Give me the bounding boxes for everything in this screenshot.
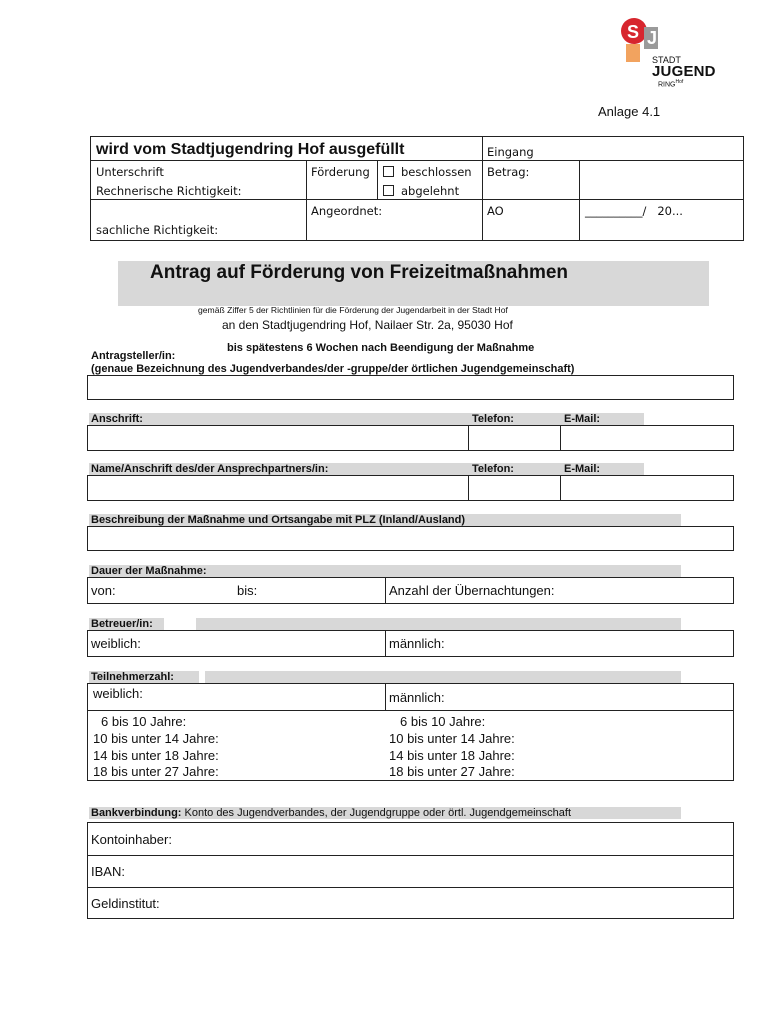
svg-text:S: S <box>627 22 640 42</box>
form-subtitle-guideline: gemäß Ziffer 5 der Richtlinien für die Förderung der Jugendarbeit in der Stadt Hof <box>198 305 508 315</box>
bank-note: Konto des Jugendverbandes, der Jugendgruppe oder örtl. Jugendgemeinschaft <box>184 807 572 819</box>
age-group-female: 6 bis 10 Jahre: <box>101 714 187 729</box>
date-field: __________/ 20... <box>585 204 683 218</box>
anschrift-field[interactable] <box>88 426 468 450</box>
teilnehmer-weiblich-label: weiblich: <box>93 686 143 701</box>
foerderung-label: Förderung <box>311 165 370 179</box>
geldinstitut-label: Geldinstitut: <box>91 896 160 911</box>
dauer-label: Dauer der Maßnahme: <box>91 565 207 577</box>
svg-text:J: J <box>647 28 658 48</box>
antragsteller-field[interactable] <box>87 375 734 400</box>
ansprechpartner-label: Name/Anschrift des/der Ansprechpartners/in: <box>91 463 329 475</box>
bis-label: bis: <box>237 583 258 598</box>
ansprechpartner-telefon-label: Telefon: <box>472 463 514 475</box>
abgelehnt-checkbox[interactable] <box>383 185 394 196</box>
anschrift-shade <box>89 413 644 425</box>
betreuer-label: Betreuer/in: <box>91 618 153 630</box>
age-group-male: 6 bis 10 Jahre: <box>400 714 486 729</box>
bank-heading <box>91 807 571 819</box>
bank-box <box>87 822 734 919</box>
abgelehnt-option[interactable]: abgelehnt <box>383 184 459 198</box>
anschrift-email-label: E-Mail: <box>564 413 601 425</box>
logo-line2: JUGEND <box>652 63 716 80</box>
bank-label: Bankverbindung: <box>91 807 182 819</box>
anschrift-telefon-field[interactable] <box>469 426 560 450</box>
ansprechpartner-email-label: E-Mail: <box>564 463 601 475</box>
office-use-box <box>90 136 744 241</box>
ao-label: AO <box>487 204 504 218</box>
logo-line3: $RING^{Hof}$ <box>658 79 684 89</box>
uebernachtungen-label: Anzahl der Übernachtungen: <box>389 583 555 598</box>
betreuer-maennlich-label: männlich: <box>389 636 445 651</box>
anlage-label: Anlage 4.1 <box>598 104 661 119</box>
age-group-female: 18 bis unter 27 Jahre: <box>93 764 219 780</box>
teilnehmer-maennlich-label: männlich: <box>389 690 445 705</box>
age-group-female: 14 bis unter 18 Jahre: <box>93 747 219 763</box>
kontoinhaber-label: Kontoinhaber: <box>91 832 172 847</box>
betrag-label: Betrag: <box>487 165 530 179</box>
antragsteller-label: Antragsteller/in: <box>91 350 176 362</box>
stadtjugendring-logo <box>612 14 732 94</box>
anschrift-telefon-label: Telefon: <box>472 413 514 425</box>
unterschrift-label: Unterschrift <box>96 165 164 179</box>
age-list-female <box>93 714 219 781</box>
beschlossen-checkbox[interactable] <box>383 166 394 177</box>
sachlich-label: sachliche Richtigkeit: <box>96 223 219 237</box>
logo-line1: STADT <box>652 55 681 65</box>
eingang-label: Eingang <box>487 145 534 159</box>
age-group-male: 14 bis unter 18 Jahre: <box>389 747 515 763</box>
beschreibung-label: Beschreibung der Maßnahme und Ortsangabe mit PLZ (Inland/Ausland) <box>91 514 466 526</box>
age-group-female: 10 bis unter 14 Jahre: <box>93 730 219 746</box>
age-group-male: 10 bis unter 14 Jahre: <box>389 730 515 746</box>
teilnehmer-label: Teilnehmerzahl: <box>91 671 174 683</box>
form-subtitle-address: an den Stadtjugendring Hof, Nailaer Str. 2a, 95030 Hof <box>222 318 513 332</box>
ansprechpartner-field[interactable] <box>88 476 468 500</box>
antragsteller-note: (genaue Bezeichnung des Jugendverbandes/der -gruppe/der örtlichen Jugendgemeinschaft) <box>91 363 575 375</box>
age-group-male: 18 bis unter 27 Jahre: <box>389 764 515 780</box>
ansprechpartner-telefon-field[interactable] <box>469 476 560 500</box>
office-box-title: wird vom Stadtjugendring Hof ausgefüllt <box>96 141 405 158</box>
age-list-male <box>389 714 515 781</box>
anschrift-label: Anschrift: <box>91 413 143 425</box>
beschlossen-option[interactable]: beschlossen <box>383 165 472 179</box>
ansprechpartner-email-field[interactable] <box>561 476 733 500</box>
beschreibung-field[interactable] <box>87 526 734 551</box>
form-title: Antrag auf Förderung von Freizeitmaßnahmen <box>150 262 569 283</box>
betreuer-weiblich-label: weiblich: <box>91 636 141 651</box>
anschrift-email-field[interactable] <box>561 426 733 450</box>
von-label: von: <box>91 583 116 598</box>
angeordnet-label: Angeordnet: <box>311 204 383 218</box>
form-deadline: bis spätestens 6 Wochen nach Beendigung der Maßnahme <box>227 342 535 354</box>
iban-label: IBAN: <box>91 864 125 879</box>
rechnerisch-label: Rechnerische Richtigkeit: <box>96 184 242 198</box>
